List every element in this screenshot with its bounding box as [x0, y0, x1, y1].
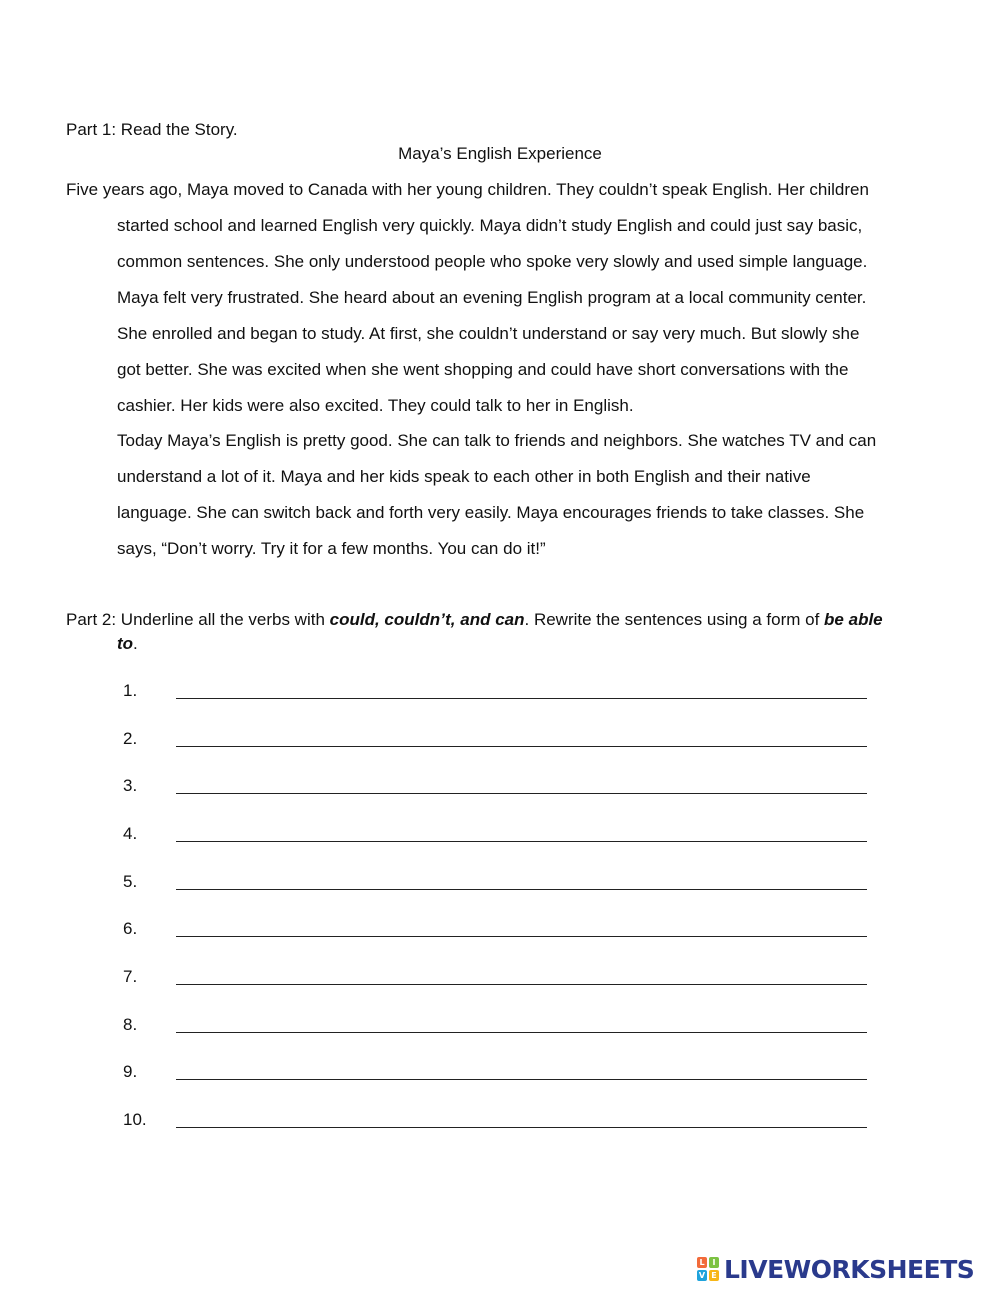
part1-heading: Part 1: Read the Story.	[66, 120, 238, 139]
part2-prefix: Part 2: Underline all the verbs with	[66, 610, 330, 629]
answer-number: 5.	[123, 872, 138, 891]
story-line: says, “Don’t worry. Try it for a few months. You can do it!”	[117, 539, 546, 558]
answer-line-9[interactable]	[176, 1079, 867, 1080]
answer-number: 10.	[123, 1110, 147, 1129]
story-line: Maya felt very frustrated. She heard about an evening English program at a local community center.	[117, 288, 867, 307]
part2-emphasis-to: to	[117, 634, 134, 653]
logo-blocks-icon	[697, 1257, 721, 1283]
answer-line-3[interactable]	[176, 793, 867, 794]
logo-block: I	[709, 1257, 719, 1268]
part2-emphasis-modals: could, couldn’t, and can	[329, 610, 525, 629]
answer-line-8[interactable]	[176, 1032, 867, 1033]
logo-text: LIVEWORKSHEETS	[724, 1255, 975, 1284]
part2-suffix: .	[133, 634, 138, 653]
answer-number: 6.	[123, 919, 138, 938]
story-line: understand a lot of it. Maya and her kids speak to each other in both English and their native	[117, 467, 811, 486]
answer-number: 8.	[123, 1015, 138, 1034]
story-line: cashier. Her kids were also excited. They could talk to her in English.	[117, 396, 634, 415]
story-title: Maya’s English Experience	[398, 144, 602, 163]
story-line: got better. She was excited when she went shopping and could have short conversations with the	[117, 360, 849, 379]
answer-number: 1.	[123, 681, 138, 700]
answer-line-10[interactable]	[176, 1127, 867, 1128]
part2-instruction	[66, 610, 883, 630]
story-line: started school and learned English very quickly. Maya didn’t study English and could just say basic,	[117, 216, 863, 235]
part2-emphasis-be-able: be able	[824, 610, 883, 629]
part2-middle: . Rewrite the sentences using a form of	[524, 610, 825, 629]
answer-line-7[interactable]	[176, 984, 867, 985]
answer-line-4[interactable]	[176, 841, 867, 842]
logo-block: L	[697, 1257, 707, 1268]
answer-line-6[interactable]	[176, 936, 867, 937]
story-line: common sentences. She only understood people who spoke very slowly and used simple language.	[117, 252, 868, 271]
answer-number: 2.	[123, 729, 138, 748]
answer-line-2[interactable]	[176, 746, 867, 747]
story-line: She enrolled and began to study. At first, she couldn’t understand or say very much. But slowly she	[117, 324, 860, 343]
answer-number: 4.	[123, 824, 138, 843]
answer-line-1[interactable]	[176, 698, 867, 699]
story-line: Five years ago, Maya moved to Canada with her young children. They couldn’t speak English. Her children	[66, 180, 869, 199]
logo-block: E	[709, 1270, 719, 1281]
answer-number: 9.	[123, 1062, 138, 1081]
story-line: language. She can switch back and forth very easily. Maya encourages friends to take classes. She	[117, 503, 865, 522]
story-line: Today Maya’s English is pretty good. She can talk to friends and neighbors. She watches TV and can	[117, 431, 877, 450]
liveworksheets-logo	[697, 1255, 974, 1285]
answer-line-5[interactable]	[176, 889, 867, 890]
answer-number: 7.	[123, 967, 138, 986]
part2-instruction-cont	[117, 634, 138, 654]
answer-number: 3.	[123, 776, 138, 795]
logo-block: V	[698, 1271, 706, 1280]
